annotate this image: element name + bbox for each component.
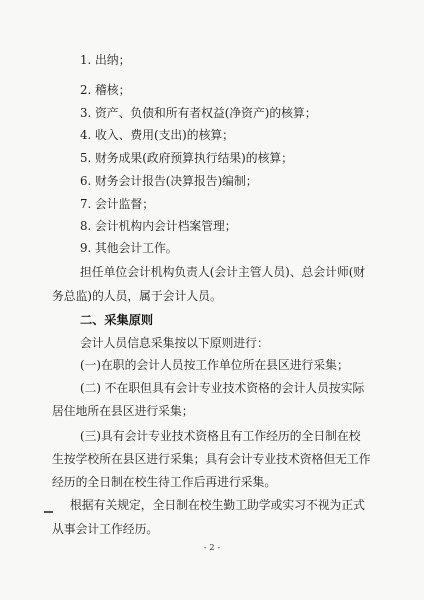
section-heading: 二、采集原则 (80, 313, 154, 327)
intro-line: 会计人员信息采集按以下原则进行： (80, 336, 269, 350)
list-item: 9. 其他会计工作。 (80, 241, 178, 255)
page-number: - 2 - (203, 543, 221, 553)
scan-mark (44, 511, 53, 513)
rule-3-line: 经历的全日制在校生待工作后再进行采集。 (52, 475, 277, 489)
rule-3-line: (三)具有会计专业技术资格且有工作经历的全日制在校 (80, 429, 361, 443)
list-item: 2. 稽核； (80, 83, 131, 97)
list-item: 3. 资产、负债和所有者权益(净资产)的核算； (80, 106, 317, 120)
rule-2-line: 居住地所在县区进行采集； (52, 404, 194, 418)
list-item: 1. 出纳； (80, 53, 131, 67)
paragraph-line: 务总监)的人员，属于会计人员。 (52, 289, 222, 303)
list-item: 4. 收入、费用(支出)的核算； (80, 128, 234, 142)
paragraph-line: 担任单位会计机构负责人(会计主管人员)、总会计师(财 (80, 265, 366, 279)
rule-2-line: (二) 不在职但具有会计专业技术资格的会计人员按实际 (80, 381, 365, 395)
list-item: 6. 财务会计报告(决算报告)编制； (80, 174, 258, 188)
rule-1-line: (一)在职的会计人员按工作单位所在县区进行采集； (80, 358, 349, 372)
list-item: 8. 会计机构内会计档案管理； (80, 219, 237, 233)
note-line: 根据有关规定，全日制在校生勤工助学或实习不视为正式 (70, 498, 365, 512)
note-line: 从事会计工作经历。 (52, 522, 159, 536)
list-item: 7. 会计监督； (80, 197, 154, 211)
rule-3-line: 生按学校所在县区进行采集；具有会计专业技术资格但无工作 (52, 452, 371, 466)
list-item: 5. 财务成果(政府预算执行结果)的核算； (80, 151, 293, 165)
